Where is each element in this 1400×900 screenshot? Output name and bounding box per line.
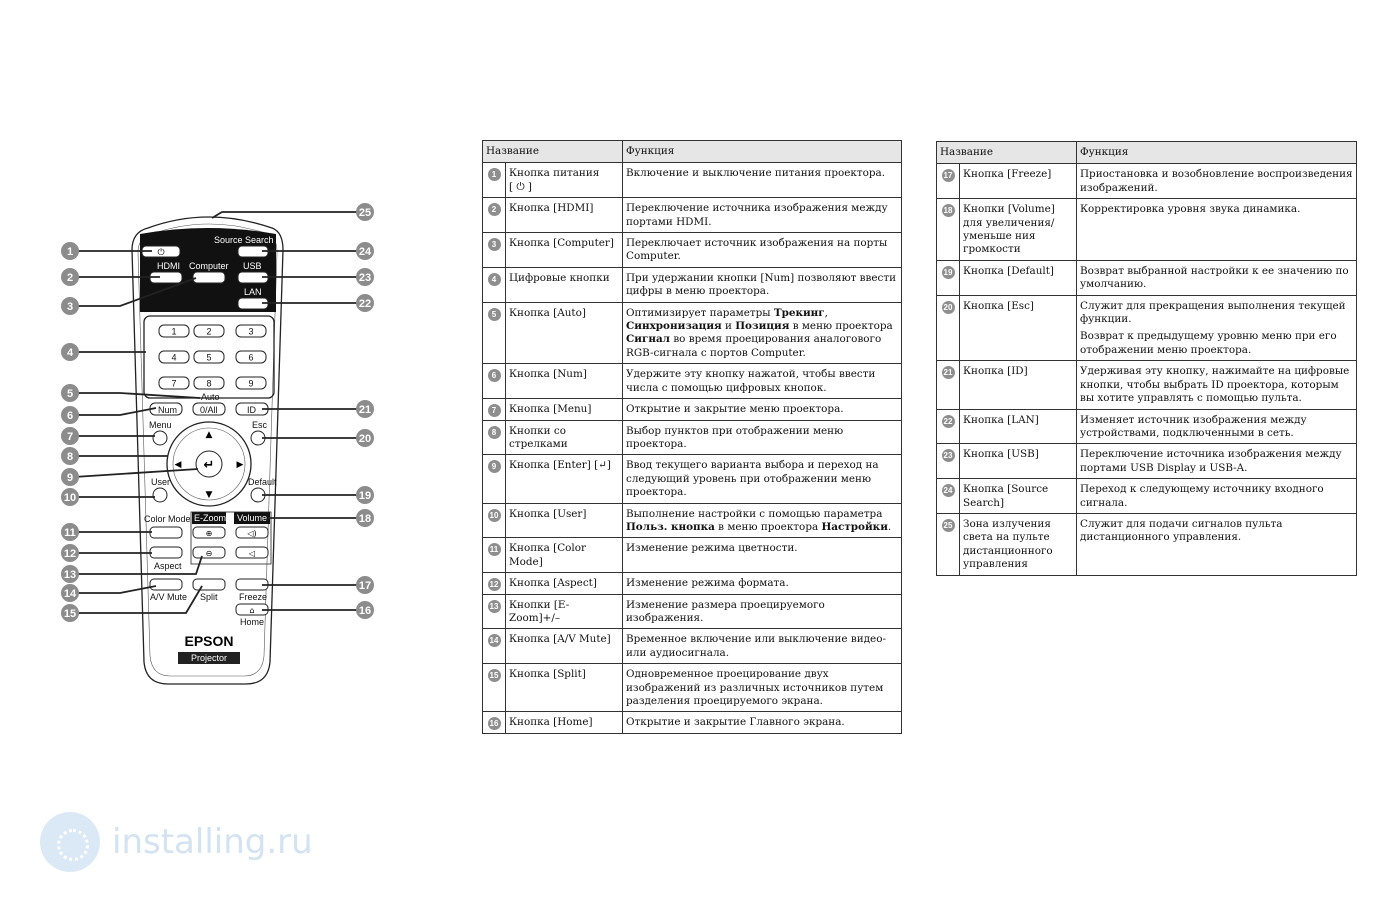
enter-icon: ↵ [203,458,215,473]
table-row [937,444,1357,479]
label-volume: Volume [237,513,268,523]
text-fragment: в меню проектора [714,520,822,533]
label-aspect: Aspect [154,561,182,571]
row-name: Кнопка [Enter] [↵] [509,459,611,472]
row-name: Кнопка [ID] [963,365,1028,378]
header-name: Название [483,141,623,163]
row-name: Кнопка [A/V Mute] [509,633,611,646]
row-name: Кнопка [Home] [509,716,593,729]
row-name-cell [506,712,623,733]
row-number-badge: 21 [942,366,955,379]
table-row [483,503,902,538]
table-row [483,594,902,629]
row-number-cell [937,479,960,514]
row-function-text: Включение и выключение питания проектора. [626,167,886,180]
row-name: Кнопка [Aspect] [509,577,597,590]
aspect-button[interactable] [150,547,182,558]
row-name-cell [506,664,623,712]
table-row [483,267,902,302]
callout-number: 11 [64,527,76,539]
row-number-cell [937,164,960,199]
menu-term: Настройки [821,520,888,533]
label-home: Home [240,617,265,627]
power-symbol-icon: [ ⏻ ] [509,180,532,193]
row-function-cell [623,198,902,233]
row-name-cell [506,455,623,503]
numpad-key-label: 8 [206,378,212,389]
row-number-badge: 18 [942,204,955,217]
header-name: Название [937,142,1077,164]
volume-down-icon: ◁ [248,549,256,558]
row-name-cell [506,594,623,629]
table-left-header [483,141,902,163]
text-fragment: Оптимизирует параметры [626,306,774,319]
row-name-cell [960,295,1077,361]
label-av-mute: A/V Mute [150,592,188,602]
numpad-key-label: 1 [171,326,177,337]
callout-number: 9 [66,472,74,484]
row-function-cell [623,503,902,538]
row-number-badge: 10 [488,509,501,522]
row-name-cell [506,267,623,302]
header-function: Функция [1077,142,1357,164]
row-number-badge: 24 [942,484,955,497]
row-name: Цифровые кнопки [509,271,610,284]
table-row [483,198,902,233]
callout-number: 22 [358,298,372,310]
table-row [937,260,1357,295]
callout-line-25 [212,212,362,218]
row-function-cell [623,664,902,712]
row-function-text: Удержите эту кнопку нажатой, чтобы ввести числа с помощью цифровых кнопок. [626,368,876,394]
row-number-cell [937,409,960,444]
row-function-cell [623,420,902,455]
row-function-text: Удерживая эту кнопку, нажимайте на цифровые кнопки, чтобы выбрать ID проектора, которым вы хотите управлять с помощью пульта. [1080,365,1350,405]
table-row [483,629,902,664]
row-name-cell [506,503,623,538]
row-name-cell [506,198,623,233]
table-row [937,199,1357,261]
table-row [483,538,902,573]
header-function: Функция [623,141,902,163]
callout-number: 6 [66,410,74,422]
row-number-cell [483,302,506,364]
zoom-out-icon: ⊖ [205,549,213,558]
table-row [937,409,1357,444]
label-id: ID [247,405,256,415]
row-name-cell [960,199,1077,261]
row-name-cell [960,444,1077,479]
label-source-search: Source Search [214,235,274,245]
row-name-cell [506,538,623,573]
row-name-cell [960,409,1077,444]
brand-logo: EPSON [184,633,234,649]
label-computer: Computer [189,261,229,271]
row-function-text: Ввод текущего варианта выбора и переход на следующий уровень при отображении меню проектора. [626,459,879,499]
row-name: Кнопка [Esc] [963,299,1034,312]
menu-button[interactable] [153,431,167,445]
table-row [483,664,902,712]
row-number-cell [483,420,506,455]
row-function-cell [623,267,902,302]
power-icon: ⏻ [157,248,165,258]
row-name: Кнопка [Num] [509,368,587,381]
row-function-cell [623,538,902,573]
callout-number: 17 [358,580,372,592]
text-fragment: . [887,520,892,533]
row-number-badge: 9 [488,460,501,473]
row-name: Кнопка [HDMI] [509,202,594,215]
row-function-cell [1077,295,1357,361]
row-name: Кнопка [Computer] [509,237,614,250]
table-row [483,364,902,399]
row-name: Кнопки [Volume] для увеличения/уменьше ния громкости [963,203,1055,256]
row-number-cell [937,295,960,361]
label-auto: Auto [201,392,220,402]
row-number-cell [483,629,506,664]
user-button[interactable] [153,488,167,502]
callout-number: 3 [66,301,74,313]
row-function-cell [1077,164,1357,199]
table-left [482,140,902,734]
row-function-text: Открытие и закрытие меню проектора. [626,403,844,416]
row-function-text: Изменение режима формата. [626,577,789,590]
row-number-cell [483,163,506,198]
row-function-text: Переход к следующему источнику входного сигнала. [1080,483,1324,509]
row-number-badge: 16 [488,717,501,730]
row-number-cell [483,712,506,733]
callout-number: 5 [66,388,74,400]
row-function-text: Переключение источника изображения между портами HDMI. [626,202,888,228]
row-number-badge: 19 [942,266,955,279]
label-usb: USB [243,261,262,271]
row-function-text: Возврат выбранной настройки к ее значению по умолчанию. [1080,264,1349,291]
row-name-cell [506,302,623,364]
row-function-cell [623,712,902,733]
row-number-badge: 2 [488,203,501,216]
row-name-cell [506,420,623,455]
label-color-mode: Color Mode [144,514,191,524]
row-function-text: При удержании кнопки [Num] позволяют ввести цифры в меню проектора. [626,271,897,298]
row-number-cell [483,267,506,302]
row-function-text: Выбор пунктов при отображении меню проектора. [626,424,844,450]
row-name: Кнопка [LAN] [963,413,1039,426]
callout-number: 18 [358,513,372,525]
text-fragment: Выполнение настройки с помощью параметра [626,507,883,520]
table-row [483,420,902,455]
row-function-cell [1077,513,1357,575]
callout-number: 4 [66,347,74,359]
row-function-cell [623,399,902,420]
row-number-badge: 7 [488,404,501,417]
callout-number: 12 [63,548,77,560]
row-function-text: Открытие и закрытие Главного экрана. [626,716,845,729]
row-name: Кнопка [Freeze] [963,168,1052,181]
row-number-badge: 20 [942,301,955,314]
callout-number: 8 [66,451,74,463]
row-name: Кнопка [Auto] [509,306,586,319]
table-row [937,479,1357,514]
row-name: Зона излучения света на пульте дистанционного управления [963,517,1053,571]
label-lan: LAN [244,287,262,297]
table-row [483,302,902,364]
row-number-cell [937,199,960,261]
row-number-cell [937,444,960,479]
row-function-text: Временное включение или выключение видео- или аудиосигнала. [626,633,886,659]
arrow-left-button[interactable]: ◀ [174,460,182,470]
row-function-text: Корректировка уровня звука динамика. [1080,203,1301,216]
row-function-cell [623,573,902,594]
callout-number: 20 [358,433,372,445]
row-number-cell [937,361,960,409]
row-function-text: Изменение размера проецируемого изображения. [626,598,825,624]
row-number-cell [483,198,506,233]
table-row [483,573,902,594]
row-name-cell [506,163,623,198]
row-number-badge: 25 [942,519,955,532]
label-ezoom: E-Zoom [194,513,227,523]
split-button[interactable] [193,579,225,590]
row-name: Кнопки со стрелками [509,424,568,450]
row-function-cell [623,233,902,268]
home-icon: ⌂ [249,606,255,615]
callout-number: 14 [63,588,77,600]
menu-term: Трекинг [773,306,825,319]
row-number-badge: 23 [942,449,955,462]
row-function-text [626,508,898,535]
row-name: Кнопка [Menu] [509,403,592,416]
row-function-text: Изменяет источник изображения между устройствами, подключенными в сеть. [1080,413,1307,439]
row-function-text: Служит для подачи сигналов пульта дистанционного управления. [1080,517,1283,544]
text-fragment: во время проецирования аналогового RGB-сигнала с портов Computer. [626,333,882,359]
label-zero-all: 0/All [200,405,218,415]
row-number-cell [483,538,506,573]
row-name: Кнопка [Default] [963,264,1054,277]
arrow-right-button[interactable]: ▶ [236,460,244,470]
row-number-cell [483,664,506,712]
row-number-cell [483,503,506,538]
callout-number: 1 [66,246,74,258]
callout-number: 13 [63,569,77,581]
row-number-badge: 17 [942,169,955,182]
text-fragment: и [721,320,736,333]
table-row [937,295,1357,361]
row-number-badge: 3 [488,238,501,251]
row-number-badge: 22 [942,415,955,428]
menu-term: Позиция [735,320,790,333]
table-row [937,361,1357,409]
numpad-key-label: 3 [248,326,254,337]
label-split: Split [200,592,218,602]
text-fragment: , [824,306,828,319]
row-number-badge: 5 [488,308,501,321]
label-hdmi: HDMI [157,261,180,271]
label-num: Num [158,405,178,415]
remote-control-diagram [0,0,420,720]
label-menu: Menu [149,420,172,430]
row-name-cell [506,233,623,268]
row-name: Кнопка [Color Mode] [509,542,586,568]
row-function-cell [1077,409,1357,444]
callout-number: 10 [63,492,77,504]
label-freeze: Freeze [239,592,268,602]
row-number-badge: 8 [488,426,501,439]
callout-number: 16 [358,605,372,617]
computer-button[interactable] [193,272,225,283]
row-function-cell [623,163,902,198]
row-number-cell [937,513,960,575]
row-name-cell [506,573,623,594]
row-function-text: Переключает источник изображения на порты Computer. [626,237,888,263]
table-row [483,233,902,268]
numpad-key-label: 6 [248,352,254,363]
arrow-up-button[interactable]: ▲ [205,430,213,440]
row-number-cell [483,594,506,629]
numpad-key-label: 9 [248,378,254,389]
row-name: Кнопки [E-Zoom]+/– [509,598,570,624]
row-name: Кнопка [Source Search] [963,483,1049,509]
av-mute-button[interactable] [150,579,182,590]
row-number-badge: 13 [488,600,501,613]
numpad [159,325,266,389]
table-row [483,455,902,503]
row-number-badge: 4 [488,273,501,286]
callout-number: 25 [358,207,372,219]
row-name: Кнопка [USB] [963,448,1039,461]
table-row [483,163,902,198]
row-number-cell [483,399,506,420]
row-function-cell [623,594,902,629]
row-name-cell [960,479,1077,514]
row-name-cell [960,513,1077,575]
row-function-text [626,307,898,361]
zoom-in-icon: ⊕ [205,529,213,538]
row-function-text: Изменение режима цветности. [626,542,798,555]
arrow-down-button[interactable]: ▼ [205,490,213,500]
label-esc: Esc [252,420,268,430]
row-function-text: Служит для прекращения выполнения текущей функции. [1080,299,1346,326]
callout-number: 24 [358,246,372,258]
row-number-cell [483,573,506,594]
row-number-badge: 6 [488,369,501,382]
menu-term: Синхронизация [626,320,722,333]
label-projector: Projector [190,653,228,663]
callout-number: 19 [358,490,372,502]
row-function-text: Переключение источника изображения между портами USB Display и USB-A. [1080,448,1342,474]
row-name: Кнопка питания [509,167,600,180]
numpad-key-label: 4 [171,352,177,363]
table-row [483,399,902,420]
label-user: User [151,477,171,487]
row-number-badge: 14 [488,634,501,647]
color-mode-button[interactable] [150,527,182,538]
row-number-cell [483,233,506,268]
row-name: Кнопка [Split] [509,668,586,681]
row-function-cell [1077,444,1357,479]
label-default: Default [248,477,277,487]
watermark-logo-icon [40,812,100,872]
row-name-cell [960,164,1077,199]
callout-number: 23 [358,272,372,284]
watermark-text: installing.ru [112,822,313,862]
callout-number: 2 [66,272,74,284]
row-function-cell [1077,199,1357,261]
table-row [483,712,902,733]
row-function-text: Приостановка и возобновление воспроизведения изображений. [1080,168,1353,194]
row-function-text: Одновременное проецирование двух изображений из различных источников путем разделения проецируемого экрана. [626,668,884,707]
row-number-cell [937,260,960,295]
row-number-badge: 11 [488,543,501,556]
row-name-cell [506,399,623,420]
row-number-cell [483,455,506,503]
row-number-badge: 12 [488,578,501,591]
row-number-badge: 15 [488,669,501,682]
menu-term: Сигнал [626,333,671,346]
callout-number: 21 [358,404,372,416]
row-name-cell [960,361,1077,409]
row-name: Кнопка [User] [509,507,587,520]
row-number-cell [483,364,506,399]
numpad-key-label: 7 [171,378,177,389]
row-function-cell [623,455,902,503]
table-row [937,513,1357,575]
row-function-cell [1077,479,1357,514]
volume-up-icon: ◁) [247,529,257,538]
row-function-cell [1077,260,1357,295]
numpad-key-label: 5 [206,352,212,363]
text-fragment: в меню проектора [789,320,893,333]
numpad-key-label: 2 [206,326,212,337]
row-name-cell [506,629,623,664]
menu-term: Польз. кнопка [626,520,715,533]
table-right-header [937,142,1357,164]
watermark [22,806,316,878]
callout-number: 7 [66,431,74,443]
row-name-cell [960,260,1077,295]
row-function-cell [623,364,902,399]
table-row [937,164,1357,199]
row-function-text: Возврат к предыдущему уровню меню при его отображении меню проектора. [1080,330,1337,356]
table-right [936,141,1357,576]
row-function-cell [623,302,902,364]
row-name-cell [506,364,623,399]
row-function-cell [1077,361,1357,409]
callout-number: 15 [63,608,77,620]
row-number-badge: 1 [488,168,501,181]
row-function-cell [623,629,902,664]
